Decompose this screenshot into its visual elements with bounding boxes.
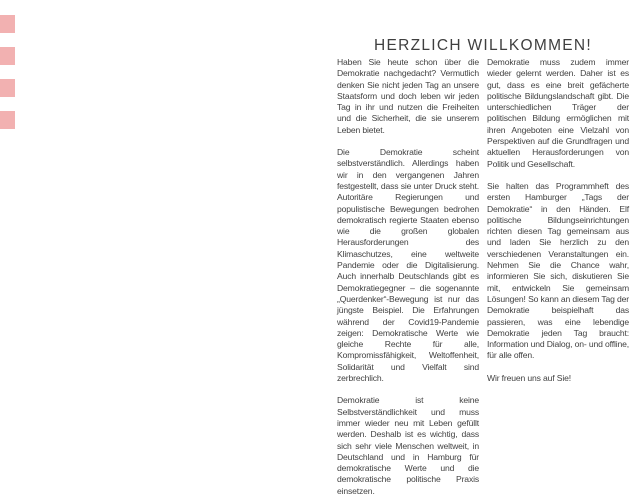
paragraph: Sie halten das Programmheft des ersten Hamburger „Tags der Demokratie“ in den Händen. Elf politische Bildungseinrichtungen richten diesen Tag gemeinsam aus und laden Sie herzlich zu den verschiedenen Veranstaltungen ein. Nehmen Sie die Chance wahr, informieren Sie sich, diskutieren Sie mit, entwickeln Sie gemeinsam Lösungen! So kann an diesem Tag der Demokratie beispielhaft das passieren, was eine lebendige Demokratie jeden Tag braucht: Information und Dialog, on- und offline, für alle offen. <box>487 180 629 361</box>
paragraph: Haben Sie heute schon über die Demokratie nachgedacht? Vermutlich denken Sie nicht jeden Tag an unsere Staatsform und doch leben wir jeden Tag in ihr und nutzen die Freiheiten und die Sicherheit, die sie unserem Leben bietet. <box>337 57 479 135</box>
edge-trim-mark <box>0 111 15 129</box>
edge-trim-mark <box>0 47 15 65</box>
paragraph: Demokratie muss zudem immer wieder gelernt werden. Daher ist es gut, dass es eine breit gefächerte politische Bildungslandschaft gibt. Die unterschiedlichen Träger der politischen Bildung ermöglichen mit ihren Angeboten eine Vielzahl von Perspektiven auf die Grundfragen und aktuellen Herausforderungen von Politik und Gesellschaft. <box>487 57 629 169</box>
paragraph: Die Demokratie scheint selbstverständlich. Allerdings haben wir in den vergangenen Jahren festgestellt, dass sie unter Druck steht. Autoritäre Regierungen und populistische Bewegungen bedrohen demokratisch regierte Staaten ebenso wie die großen globalen Herausforderungen des Klimaschutzes, eine weltweite Pandemie oder die Digitalisierung. Auch innerhalb Deutschlands gibt es Demokratiegegner – die sogenannte „Querdenker“-Bewegung ist nur das jüngste Beispiel. Die Erfahrungen während der Covid19-Pandemie zeigen: Demokratische Werte wie gleiche Rechte für alle, Kompromissfähigkeit, Weltoffenheit, Solidarität und Vielfalt sind zerbrechlich. <box>337 147 479 384</box>
right-text-column <box>487 57 629 497</box>
edge-trim-mark <box>0 15 15 33</box>
edge-trim-mark <box>0 79 15 97</box>
paragraph: Wir freuen uns auf Sie! <box>487 372 571 383</box>
paragraph: Demokratie ist keine Selbstverständlichkeit und muss immer wieder neu mit Leben gefüllt werden. Deshalb ist es wichtig, dass sich sehr viele Menschen weltweit, in Deutschland und in Hamburg für demokratische Werte und die demokratische politische Praxis einsetzen. <box>337 395 479 496</box>
text-columns <box>337 57 629 497</box>
left-text-column <box>337 57 479 497</box>
page-title: HERZLICH WILLKOMMEN! <box>373 37 593 55</box>
